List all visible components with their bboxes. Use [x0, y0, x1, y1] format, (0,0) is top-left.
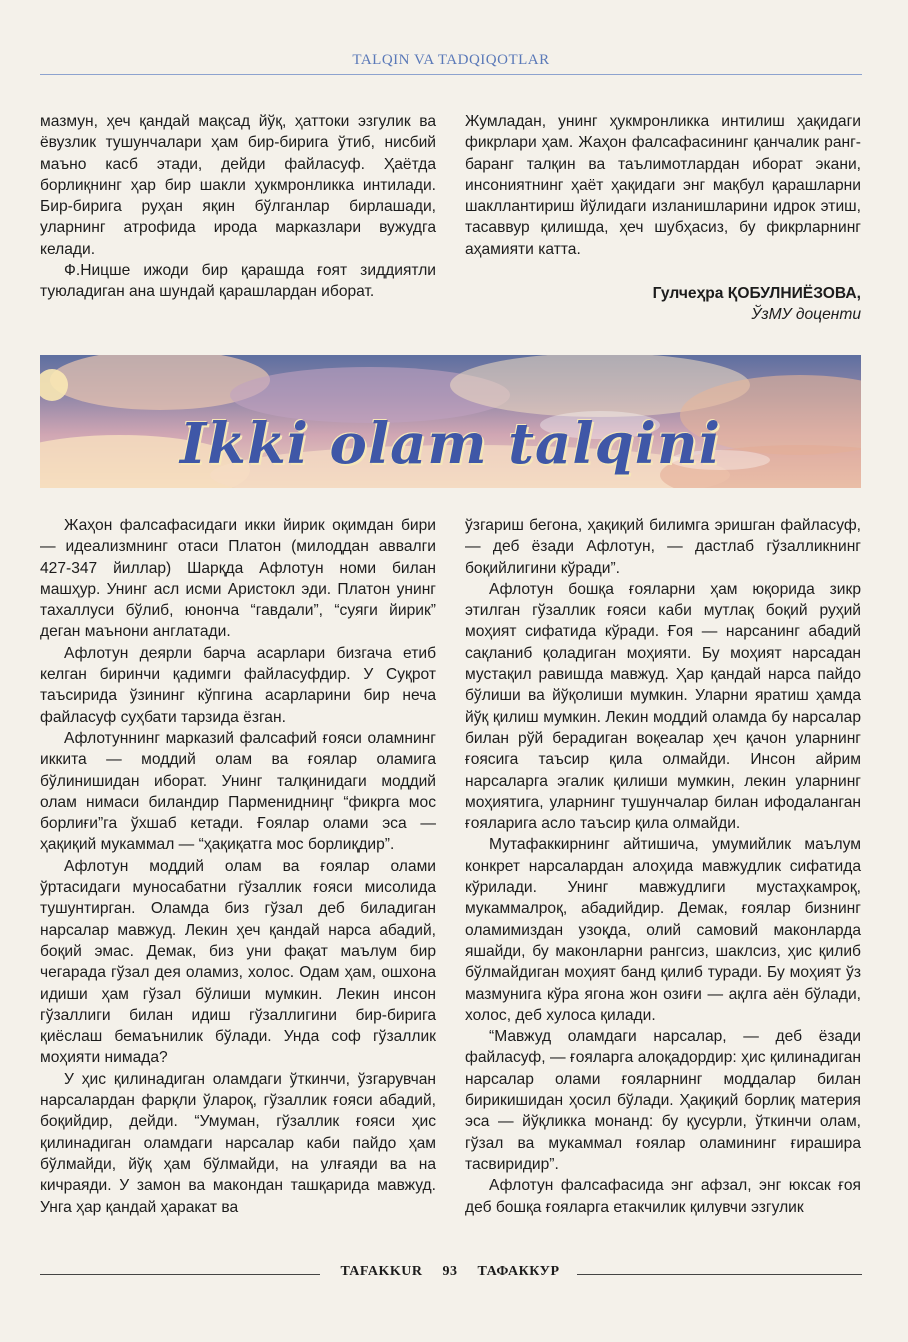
paragraph: Афлотун бошқа ғояларни ҳам юқорида зикр этилган гўзаллик ғояси каби мутлақ боқий руҳий моҳият сифатида кўради. Ғоя — нарсанинг абадий сақланиб қоладиган моҳияти. Бу моҳият нарсадан мустақил равишда мавжуд. Ҳар қандай нарса пайдо бўлиши ва йўқолиши мумкин. Уларни яратиш ҳамда йўқ қилиш мумкин. Лекин моддий оламда бу нарсалар билан рўй берадиган воқеалар ҳеч қачон уларнинг ғоясига таъсир қила олмайди. Инсон айрим нарсаларга эгалик қилиши мумкин, лекин уларнинг моҳиятига, уларнинг тушунчалар билан ифодаланган ғояларига асло таъсир қила олмайди. [465, 580, 861, 833]
author-signature [465, 283, 861, 325]
article-right-column [465, 515, 861, 1218]
footer-label [330, 1264, 570, 1280]
author-role: ЎзМУ доценти [751, 306, 861, 323]
article-title: Ikki olam talqini [179, 411, 722, 477]
paragraph: У ҳис қилинадиган оламдаги ўткинчи, ўзгарувчан нарсалардан фарқли ўлароқ, гўзаллик ғояси абадий, боқийдир, дейди. “Умуман, гўзаллик ғояси ҳис қилинадиган оламдаги нарсалар каби пайдо ҳам бўлмайди, йўқ ҳам бўлмайди, на улғаяди ва на кичраяди. У замон ва макондан ташқарида мавжуд. Унга ҳар қандай ҳаракат ва [40, 1070, 436, 1216]
paragraph: Афлотун моддий олам ва ғоялар олами ўртасидаги муносабатни гўзаллик ғояси мисолида тушунтирган. Оламда биз гўзал деб биладиган нарсалар мавжуд. Лекин ҳеч қандай нарса абадий, боқий эмас. Демак, биз уни фақат маълум бир чегарада гўзал дея оламиз, холос. Одам ҳам, ошхона идиши ҳам гўзал бўлиши мумкин. Лекин инсон гўзаллиги билан идиш гўзаллигини бир-бирига қиёслаш бемаънилик бўлади. Унда соф гўзаллик моҳияти нимада? [40, 857, 436, 1067]
journal-name-cyrillic: ТАФАККУР [477, 1264, 560, 1279]
paragraph: “Мавжуд оламдаги нарсалар, — деб ёзади файласуф, — ғояларга алоқадордир: ҳис қилинадиган нарсалар олами ғояларнинг моддалар билан бирикишидан ҳосил бўлади. Ҳақиқий борлиқ материя эса — йўқликка монанд: бу қусурли, ўткинчи олам, гўзал ва мукаммал ғоялар оламининг ғирашира тасвиридир”. [465, 1028, 861, 1173]
paragraph: Афлотун фалсафасида энг афзал, энг юксак ғоя деб бошқа ғояларга етакчилик қилувчи эзгулик [465, 1177, 861, 1216]
author-name: Гулчеҳра ҚОБУЛНИЁЗОВА, [652, 285, 861, 302]
paragraph: Афлотуннинг марказий фалсафий ғояси оламнинг иккита — моддий олам ва ғоялар оламига бўлинишидан иборат. Унинг талқинидаги моддий олам нимаси биландир Парменидниңг “фикрга мос борлиғи”га ўхшаб кетади. Ғоялар олами эса — ҳақиқий мукаммал — “ҳақиқатга мос борлиқдир”. [40, 729, 436, 854]
footer-rule [577, 1274, 862, 1275]
paragraph: Ф.Ницше ижоди бир қарашда ғоят зиддиятли туюладиган ана шундай қарашлардан иборат. [40, 262, 436, 301]
paragraph: Жумладан, унинг ҳукмронликка интилиш ҳақидаги фикрлари ҳам. Жаҳон фалсафасининг қанчалик ранг-баранг талқин ва таълимотлардан иборат экани, инсониятнинг ҳаёт ҳақидаги энг мақбул қарашларни шакллантириш йўлидаги изланишларини идрок этиш, тасаввур қилишда, ҳеч шубҳасиз, бу фикрларнинг аҳамияти катта. [465, 113, 861, 258]
paragraph: Мутафаккирнинг айтишича, умумийлик маълум конкрет нарсалардан алоҳида мавжудлик сифатида кўрилади. Унинг мавжудлиги мустаҳкамроқ, мукаммалроқ, абадийдир. Демак, ғоялар бизнинг оламимиздан узоқда, олий самовий маконларда яшайди, бу маконларни рангсиз, шаклсиз, ҳис қилиб бўлмайдиган моҳият банд қилиб туради. Бу моҳият ўз мазмунига кўра ягона жон озиғи — ақлга аён бўлади, холос, деб хулоса қилади. [465, 836, 861, 1024]
running-footer [40, 1262, 862, 1286]
running-header [40, 50, 862, 78]
paragraph: Афлотун деярли барча асарлари бизгача етиб келган биринчи қадимги файласуфдир. У Суқрот таъсирида ўзининг кўпгина асарларини бир неча файласуф суҳбати тарзида ёзган. [40, 644, 436, 726]
paragraph: мазмун, ҳеч қандай мақсад йўқ, ҳаттоки эзгулик ва ёвузлик тушунчалари ҳам бир-бирига ўтиб, нисбий маъно касб этади, дейди файласуф. Ҳаётда борлиқнинг ҳар бир шакли ҳукмронликка интилади. Бир-бирига руҳан яқин бўлганлар бирлашади, уларнинг атрофида ирода марказлари вужудга келади. [40, 113, 436, 258]
top-left-column [40, 111, 436, 303]
header-rule [40, 74, 862, 75]
paragraph: Жаҳон фалсафасидаги икки йирик оқимдан бири — идеализмнинг отаси Платон (милоддан аввалги 427-347 йиллар) Шарқда Афлотун номи билан машҳур. Унинг асл исми Аристокл эди. Платон унинг тахаллуси бўлиб, юнонча “гавдали”, “суяги йирик” деган маънони англатади. [40, 517, 436, 641]
section-title: TALQIN VA TADQIQOTLAR [352, 52, 550, 68]
paragraph: ўзгариш бегона, ҳақиқий билимга эришган файласуф, — деб ёзади Афлотун, — дастлаб гўзалликнинг боқийлигини кўради”. [465, 517, 861, 577]
journal-name-latin: TAFAKKUR [340, 1264, 423, 1279]
article-left-column [40, 515, 436, 1218]
title-banner [40, 355, 861, 488]
footer-rule [40, 1274, 320, 1275]
top-right-column [465, 111, 861, 260]
page-number: 93 [442, 1264, 458, 1279]
